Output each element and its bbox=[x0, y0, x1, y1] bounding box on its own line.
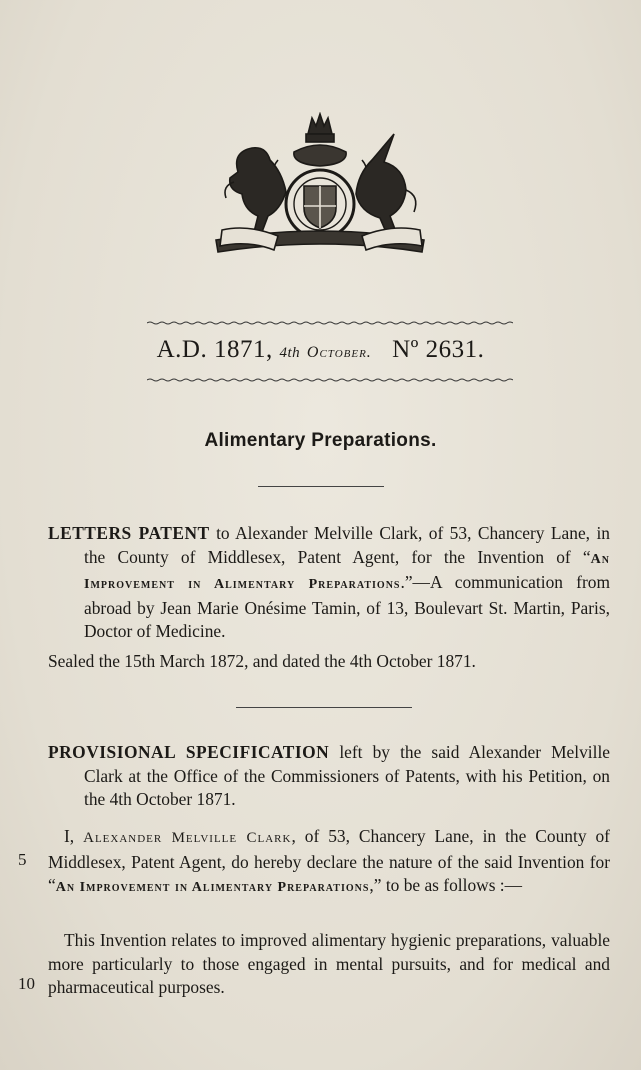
divider bbox=[258, 486, 384, 487]
invention-title: An Improvement in Alimentary Preparations bbox=[84, 551, 610, 592]
invention-description-paragraph: This Invention relates to improved alimentary hygienic preparations, valuable more particularly to those engaged in mental pursuits, and for medical and pharmaceutical purposes. bbox=[48, 930, 610, 997]
provisional-specification-lead: PROVISIONAL SPECIFICATION bbox=[48, 742, 330, 762]
declaration-text-continued: , of 53, Chancery Lane, in the County of Middlesex, Patent Agent, do hereby declare the nature of the said Invention for “ bbox=[48, 826, 610, 895]
royal-coat-of-arms-icon bbox=[208, 112, 432, 260]
letters-patent-text-continued: .”—A communication from abroad by Jean Marie Onésime Tamin, of 13, Boulevart St. Martin, Paris, Doctor of Medicine. bbox=[84, 572, 610, 641]
invention-title: An Improvement in Alimentary Preparations bbox=[55, 880, 370, 895]
patent-number: Nº 2631. bbox=[392, 336, 485, 363]
document-title: Alimentary Preparations. bbox=[204, 430, 437, 451]
declaration-paragraph bbox=[48, 825, 610, 900]
sealed-line: Sealed the 15th March 1872, and dated the 4th October 1871. bbox=[48, 651, 476, 671]
applicant-name: Alexander Melville Clark bbox=[83, 830, 292, 846]
line-number: 10 bbox=[18, 974, 35, 993]
patent-year: A.D. 1871, bbox=[156, 336, 273, 363]
patent-day: 4th bbox=[279, 345, 301, 361]
provisional-specification-text: left by the said Alexander Melville Clark at the Office of the Commissioners of Patents, with his Petition, on the 4th October 1871. bbox=[84, 742, 611, 809]
patent-heading bbox=[0, 336, 641, 364]
letters-patent-text: to Alexander Melville Clark, of 53, Chancery Lane, in the County of Middlesex, Patent Agent, for the Invention of “ bbox=[84, 523, 610, 567]
patent-month: October. bbox=[306, 344, 372, 361]
provisional-specification-paragraph bbox=[48, 741, 611, 812]
letters-patent-paragraph bbox=[48, 522, 610, 644]
divider bbox=[236, 707, 412, 708]
declaration-text: I, bbox=[64, 826, 84, 846]
letters-patent-lead: LETTERS PATENT bbox=[48, 523, 210, 543]
top-ornamental-rule bbox=[147, 321, 513, 325]
declaration-text-end: ,” to be as follows :— bbox=[369, 875, 523, 895]
line-number: 5 bbox=[18, 850, 27, 869]
bottom-ornamental-rule bbox=[147, 378, 513, 382]
